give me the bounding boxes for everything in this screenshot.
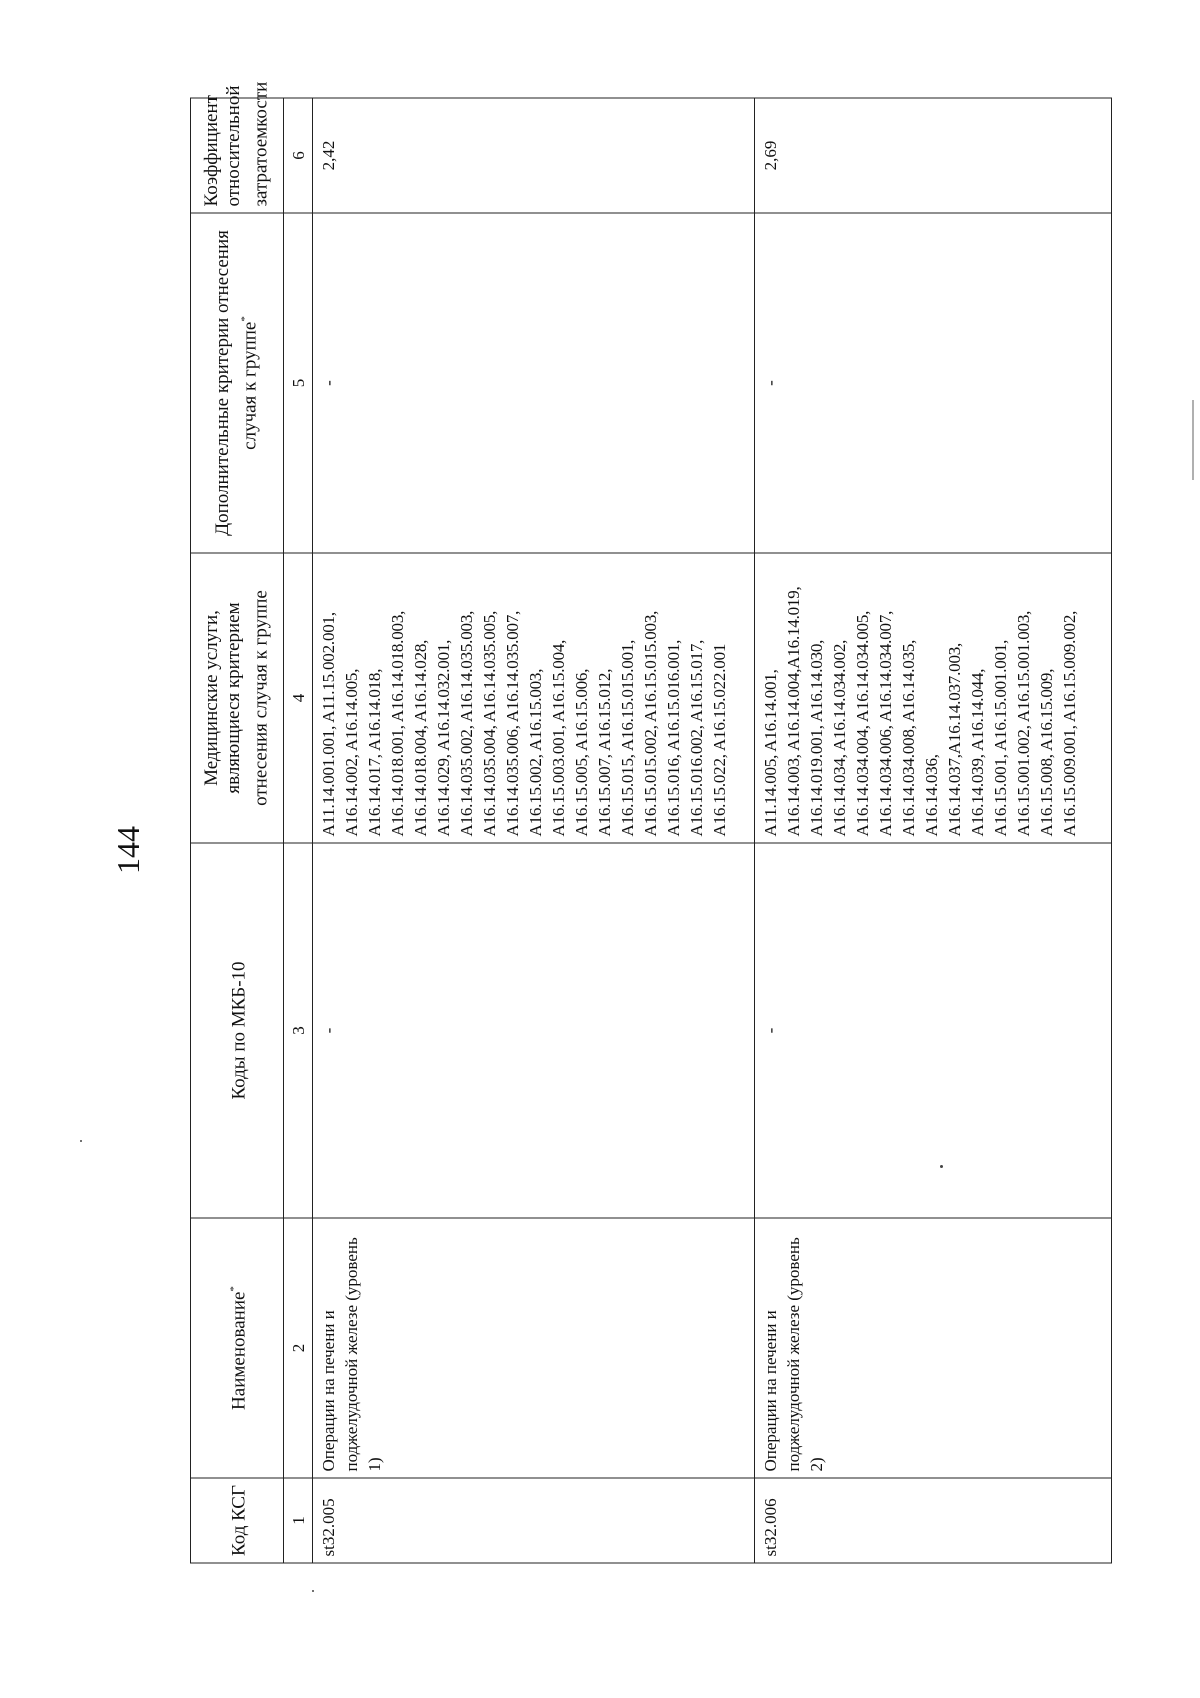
column-number: 3 (284, 843, 313, 1218)
column-number: 1 (284, 1478, 313, 1563)
header-name: Наименование* (191, 1218, 284, 1478)
column-number: 6 (284, 98, 313, 213)
coefficient-cell: 2,42 (313, 98, 755, 213)
header-medical-services: Медицинские услуги, являющиеся критерием отнесения случая к группе (191, 553, 284, 843)
scan-edge-mark (1192, 400, 1194, 480)
additional-criteria-cell: - (313, 213, 755, 553)
column-number: 4 (284, 553, 313, 843)
ksg-table-container (190, 81, 1112, 1563)
ksg-name-cell: Операции на печени и поджелудочной железе (уровень 1) (313, 1218, 755, 1478)
page-number: 144 (110, 826, 146, 874)
services-cell: A11.14.005, A16.14.001, A16.14.003, A16.14.004,A16.14.019, A16.14.019.001, A16.14.030, A16.14.034, A16.14.034.002, A16.14.034.004, A16.14.034.005, A16.14.034.006, A16.14.034.007, A16.14.034.008, A16.14.035, A16.14.036, A16.14.037,A16.14.037.003, A16.14.039, A16.14.044, A16.15.001, A16.15.001.001, A16.15.001.002, A16.15.001.003, A16.15.008, A16.15.009, A16.15.009.001, A16.15.009.002, (754, 553, 1111, 843)
table-row (313, 98, 755, 1563)
rotated-table (190, 81, 1112, 1563)
scan-speck (80, 1140, 82, 1142)
table-header-row (191, 98, 284, 1563)
column-number: 5 (284, 213, 313, 553)
icd-codes-cell: - (754, 843, 1111, 1218)
services-cell: A11.14.001.001, A11.15.002.001, A16.14.002, A16.14.005, A16.14.017, A16.14.018, A16.14.018.001, A16.14.018.003, A16.14.018.004, A16.14.028, A16.14.029, A16.14.032.001, A16.14.035.002, A16.14.035.003, A16.14.035.004, A16.14.035.005, A16.14.035.006, A16.14.035.007, A16.15.002, A16.15.003, A16.15.003.001, A16.15.004, A16.15.005, A16.15.006, A16.15.007, A16.15.012, A16.15.015, A16.15.015.001, A16.15.015.002, A16.15.015.003, A16.15.016, A16.15.016.001, A16.15.016.002, A16.15.017, A16.15.022, A16.15.022.001 (313, 553, 755, 843)
column-number-row (284, 98, 313, 1563)
scan-speck (940, 1165, 943, 1168)
ksg-table (190, 81, 1112, 1563)
header-icd-codes: Коды по МКБ-10 (191, 843, 284, 1218)
ksg-name-cell: Операции на печени и поджелудочной железе (уровень 2) (754, 1218, 1111, 1478)
coefficient-cell: 2,69 (754, 98, 1111, 213)
header-additional-criteria: Дополнительные критерии отнесения случая к группе* (191, 213, 284, 553)
header-coefficient: Коэффициент относительной затратоемкости (191, 98, 284, 213)
header-ksg-code: Код КСГ (191, 1478, 284, 1563)
table-row (754, 98, 1111, 1563)
ksg-code-cell: st32.006 (754, 1478, 1111, 1563)
scan-speck (312, 1590, 314, 1592)
icd-codes-cell: - (313, 843, 755, 1218)
additional-criteria-cell: - (754, 213, 1111, 553)
ksg-code-cell: st32.005 (313, 1478, 755, 1563)
column-number: 2 (284, 1218, 313, 1478)
